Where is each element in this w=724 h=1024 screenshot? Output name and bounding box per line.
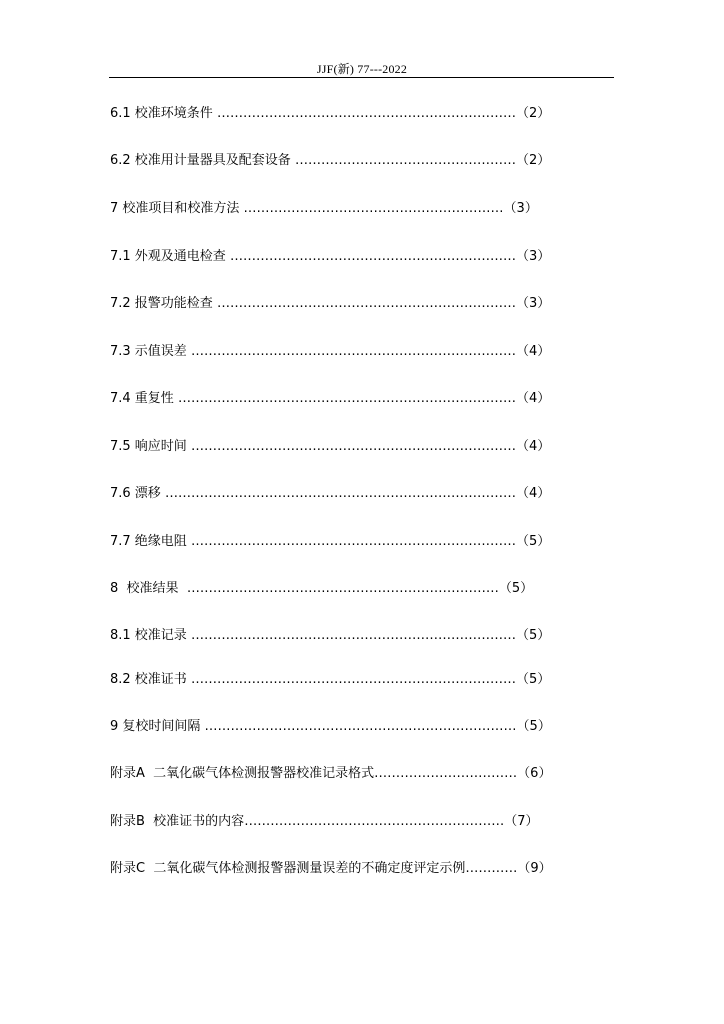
toc-label: 附录B 校准证书的内容 — [110, 814, 245, 829]
toc-label: 7.7 绝缘电阻 — [110, 534, 191, 549]
toc-leader-dots: ……………………………………………………………… — [186, 581, 499, 596]
toc-leader-dots: …………………………………………… — [294, 153, 516, 168]
toc-leader-dots: ………………………………………………………… — [229, 249, 516, 264]
toc-page-number: （5） — [515, 534, 551, 549]
toc-leader-dots: …………………………… — [374, 766, 518, 781]
toc-leader-dots: …………………………………………………… — [244, 814, 505, 829]
toc-page-number: （5） — [516, 719, 551, 734]
toc-label: 7 校准项目和校准方法 — [110, 201, 244, 216]
toc-page-number: （3） — [515, 296, 551, 311]
toc-label: 7.6 漂移 — [110, 486, 165, 501]
toc-entry-7-4 — [110, 390, 550, 408]
toc-entry-7-2 — [110, 295, 550, 313]
toc-leader-dots: …………………………………………………………………… — [177, 391, 516, 406]
toc-page-number: （3） — [503, 201, 538, 216]
toc-leader-dots: …………………………………………………………… — [216, 296, 516, 311]
toc-label: 7.1 外观及通电检查 — [110, 249, 230, 264]
toc-label: 6.2 校准用计量器具及配套设备 — [110, 153, 295, 168]
toc-label: 附录C 二氧化碳气体检测报警器测量误差的不确定度评定示例 — [110, 861, 466, 876]
toc-leader-dots: ………………………………………………………………… — [190, 672, 516, 687]
toc-label: 8.1 校准记录 — [110, 628, 191, 643]
toc-page-number: （7） — [504, 814, 539, 829]
toc-entry-7-7 — [110, 533, 550, 551]
toc-entry-7-6 — [110, 485, 550, 503]
toc-label: 8.2 校准证书 — [110, 672, 191, 687]
toc-page-number: （4） — [515, 486, 551, 501]
toc-leader-dots: ……………………………………………………………………… — [164, 486, 516, 501]
toc-label: 7.2 报警功能检查 — [110, 296, 217, 311]
toc-label: 8 校准结果 — [110, 581, 187, 596]
toc-leader-dots: ……………………………………………………………… — [204, 719, 517, 734]
header-rule — [109, 77, 614, 78]
toc-page-number: （5） — [515, 672, 551, 687]
toc-entry-appendix-c — [110, 860, 552, 878]
toc-page-number: （4） — [515, 439, 551, 454]
toc-page-number: （4） — [515, 391, 551, 406]
toc-leader-dots: ………………………………………………………………… — [190, 534, 516, 549]
toc-entry-6-1 — [110, 105, 550, 123]
toc-page-number: （5） — [498, 581, 534, 596]
toc-entry-8 — [110, 580, 533, 598]
toc-label: 9 复校时间间隔 — [110, 719, 205, 734]
toc-leader-dots: ………………………………………………………………… — [190, 439, 516, 454]
toc-page-number: （4） — [515, 344, 551, 359]
toc-page-number: （9） — [517, 861, 552, 876]
toc-entry-appendix-a — [110, 765, 551, 783]
toc-leader-dots: …………………………………………………………… — [216, 106, 516, 121]
toc-page-number: （2） — [515, 153, 551, 168]
toc-leader-dots: ………… — [465, 861, 518, 876]
toc-entry-8-1 — [110, 627, 550, 645]
toc-entry-7-5 — [110, 438, 550, 456]
toc-entry-7 — [110, 200, 538, 218]
page-header: JJF(新) 77---2022 — [316, 62, 408, 76]
toc-entry-9 — [110, 718, 551, 736]
toc-page-number: （6） — [517, 766, 552, 781]
toc-entry-6-2 — [110, 152, 550, 170]
toc-label: 7.4 重复性 — [110, 391, 178, 406]
toc-label: 7.5 响应时间 — [110, 439, 191, 454]
toc-label: 附录A 二氧化碳气体检测报警器校准记录格式 — [110, 766, 375, 781]
toc-label: 7.3 示值误差 — [110, 344, 191, 359]
toc-page-number: （3） — [515, 249, 551, 264]
toc-entry-8-2 — [110, 671, 550, 689]
toc-leader-dots: …………………………………………………… — [243, 201, 504, 216]
toc-leader-dots: ………………………………………………………………… — [190, 628, 516, 643]
toc-entry-appendix-b — [110, 813, 538, 831]
toc-page-number: （5） — [515, 628, 551, 643]
toc-leader-dots: ………………………………………………………………… — [190, 344, 516, 359]
toc-page-number: （2） — [515, 106, 551, 121]
toc-entry-7-1 — [110, 248, 550, 266]
toc-label: 6.1 校准环境条件 — [110, 106, 217, 121]
toc-entry-7-3 — [110, 343, 550, 361]
